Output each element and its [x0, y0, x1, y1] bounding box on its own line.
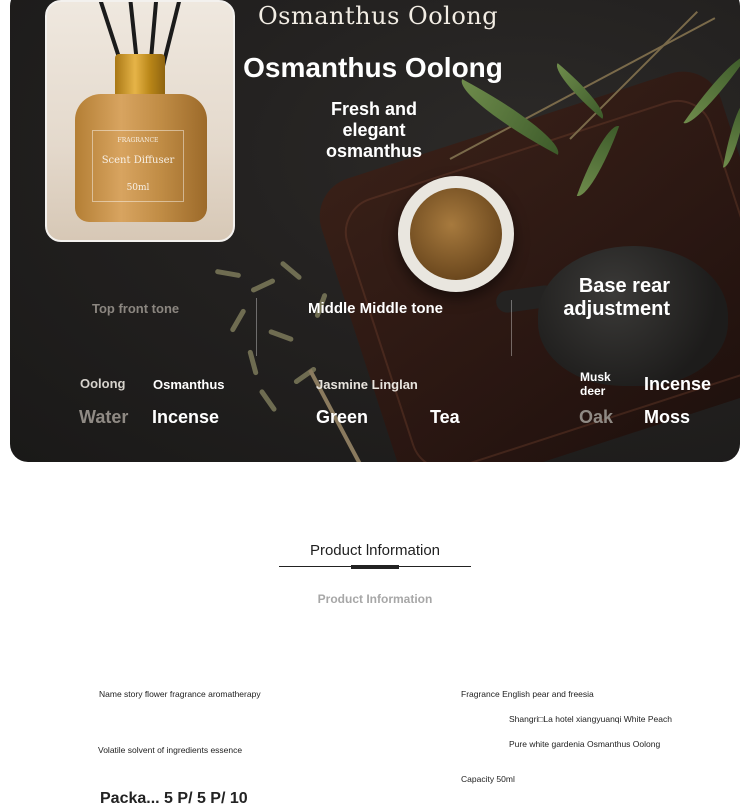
tea-leaf	[215, 269, 241, 278]
bottle-label	[92, 130, 184, 202]
note-big: Moss	[644, 407, 691, 427]
info-capacity: Capacity 50ml	[461, 774, 515, 784]
note-big: Tea	[430, 407, 460, 427]
label-name: Scent Diffuser	[101, 155, 175, 166]
note-big: Oak	[579, 407, 614, 427]
label-brand: FRAGRANCE	[117, 137, 159, 144]
note-big: Water	[79, 407, 129, 427]
info-packaging: Packa... 5 P/ 5 P/ 10	[100, 790, 248, 807]
page-title: Osmanthus Oolong	[243, 52, 503, 83]
note-small: Musk deer	[580, 370, 611, 398]
middle-tone-label: Middle Middle tone	[308, 300, 443, 317]
tea-leaf	[247, 349, 259, 375]
subtitle: Fresh and elegant osmanthus	[325, 99, 422, 161]
section-subheading: Product Information	[317, 592, 433, 606]
note-small: Oolong	[80, 376, 126, 391]
base-tone-label: Base rear adjustment	[563, 275, 670, 320]
top-tone-label: Top front tone	[92, 301, 180, 316]
info-fragrance-line3: Pure white gardenia Osmanthus Oolong	[509, 739, 661, 749]
info-fragrance: Fragrance English pear and freesia	[461, 689, 594, 699]
tea-liquid	[410, 188, 502, 280]
heading-rule-accent	[351, 565, 399, 569]
info-fragrance-line2: Shangri□La hotel xiangyuanqi White Peach	[509, 714, 672, 724]
info-ingredients: Volatile solvent of ingredients essence	[98, 745, 243, 755]
tea-leaf	[229, 308, 246, 333]
divider	[256, 298, 257, 356]
tea-leaf	[258, 388, 277, 412]
script-title: Osmanthus Oolong	[258, 2, 499, 30]
label-volume: 50ml	[126, 183, 150, 193]
product-photo	[45, 0, 235, 242]
note-big: Green	[316, 407, 369, 427]
tea-leaf	[268, 329, 294, 343]
divider	[511, 300, 512, 356]
note-big: Incense	[644, 374, 712, 394]
info-name: Name story flower fragrance aromatherapy	[99, 689, 261, 699]
note-small: Jasmine Linglan	[316, 377, 418, 392]
note-big: Incense	[152, 407, 220, 427]
tea-leaf	[250, 278, 276, 294]
section-heading: Product lnformation	[309, 542, 441, 559]
note-small: Osmanthus	[153, 377, 225, 392]
tea-leaf	[279, 260, 302, 281]
